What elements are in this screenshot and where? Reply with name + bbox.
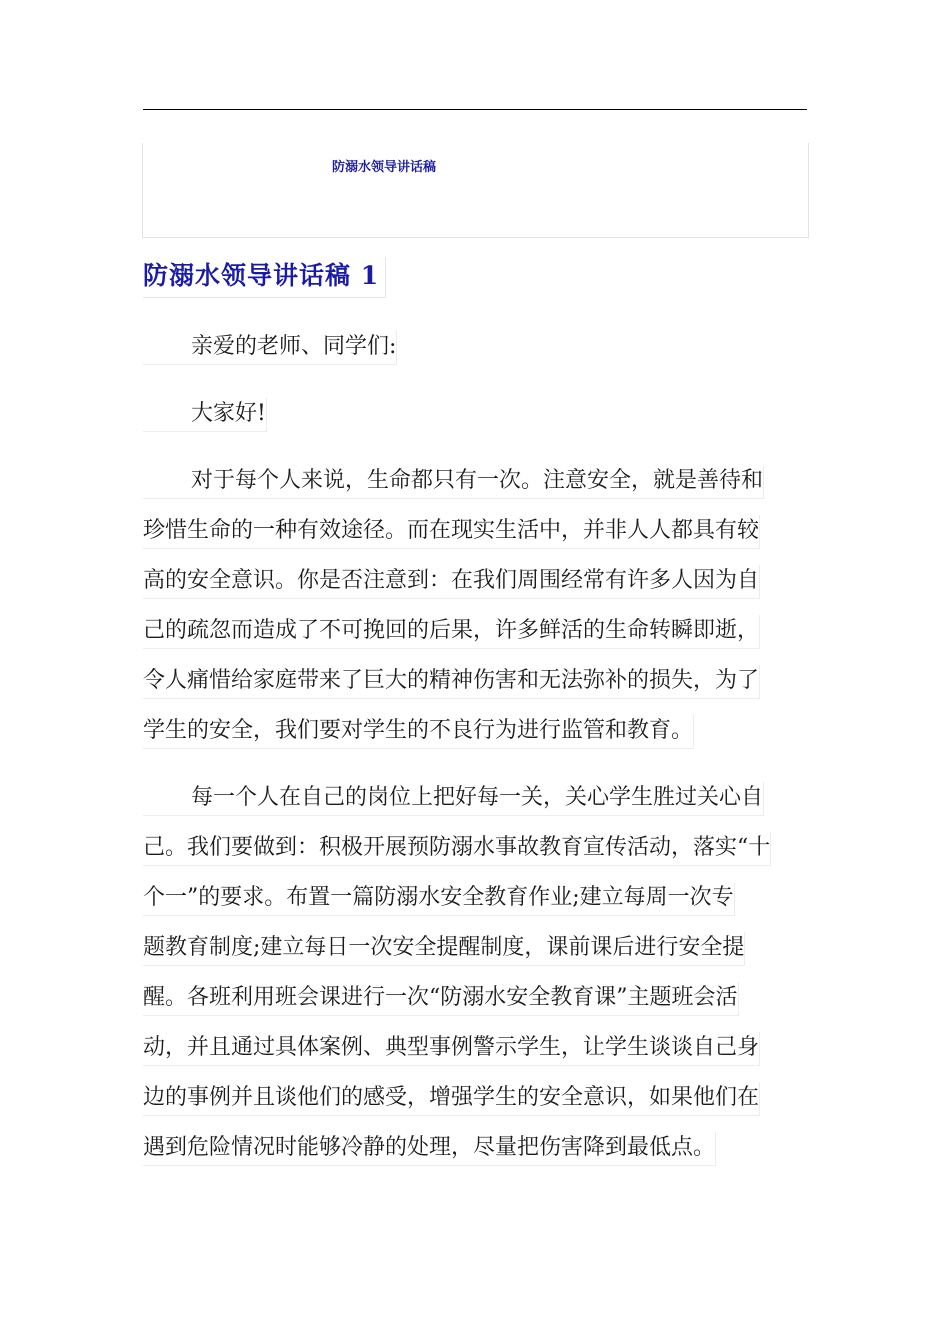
paragraph-1-line: 珍惜生命的一种有效途径。而在现实生活中，并非人人都具有较 xyxy=(143,515,760,549)
paragraph-2-line: 遇到危险情况时能够冷静的处理，尽量把伤害降到最低点。 xyxy=(143,1132,716,1166)
paragraph-1-line: 己的疏忽而造成了不可挽回的后果，许多鲜活的生命转瞬即逝， xyxy=(143,615,760,649)
paragraph-1-line: 对于每个人来说，生命都只有一次。注意安全，就是善待和 xyxy=(143,465,764,499)
paragraph-2-line: 己。我们要做到：积极开展预防溺水事故教育宣传活动，落实“十 xyxy=(143,832,771,866)
paragraph-1-line: 令人痛惜给家庭带来了巨大的精神伤害和无法弥补的损失，为了 xyxy=(143,665,760,699)
salutation: 亲爱的老师、同学们: xyxy=(143,331,397,365)
paragraph-2-line: 题教育制度;建立每日一次安全提醒制度，课前课后进行安全提 xyxy=(143,932,745,966)
paragraph-2-line: 个一”的要求。布置一篇防溺水安全教育作业;建立每周一次专 xyxy=(143,882,735,916)
paragraph-2-line: 每一个人在自己的岗位上把好每一关，关心学生胜过关心自 xyxy=(143,782,764,816)
paragraph-2-line: 动，并且通过具体案例、典型事例警示学生，让学生谈谈自己身 xyxy=(143,1032,760,1066)
header-box xyxy=(142,143,809,238)
document-heading: 防溺水领导讲话稿 1 xyxy=(143,257,386,298)
greeting: 大家好! xyxy=(143,398,267,432)
paragraph-1-line: 高的安全意识。你是否注意到：在我们周围经常有许多人因为自 xyxy=(143,565,760,599)
paragraph-2-line: 边的事例并且谈他们的感受，增强学生的安全意识，如果他们在 xyxy=(143,1082,760,1116)
paragraph-1-line: 学生的安全，我们要对学生的不良行为进行监管和教育。 xyxy=(143,715,694,749)
header-title: 防溺水领导讲话稿 xyxy=(332,160,437,175)
paragraph-2-line: 醒。各班利用班会课进行一次“防溺水安全教育课”主题班会活 xyxy=(143,982,739,1016)
header-rule xyxy=(143,109,807,110)
